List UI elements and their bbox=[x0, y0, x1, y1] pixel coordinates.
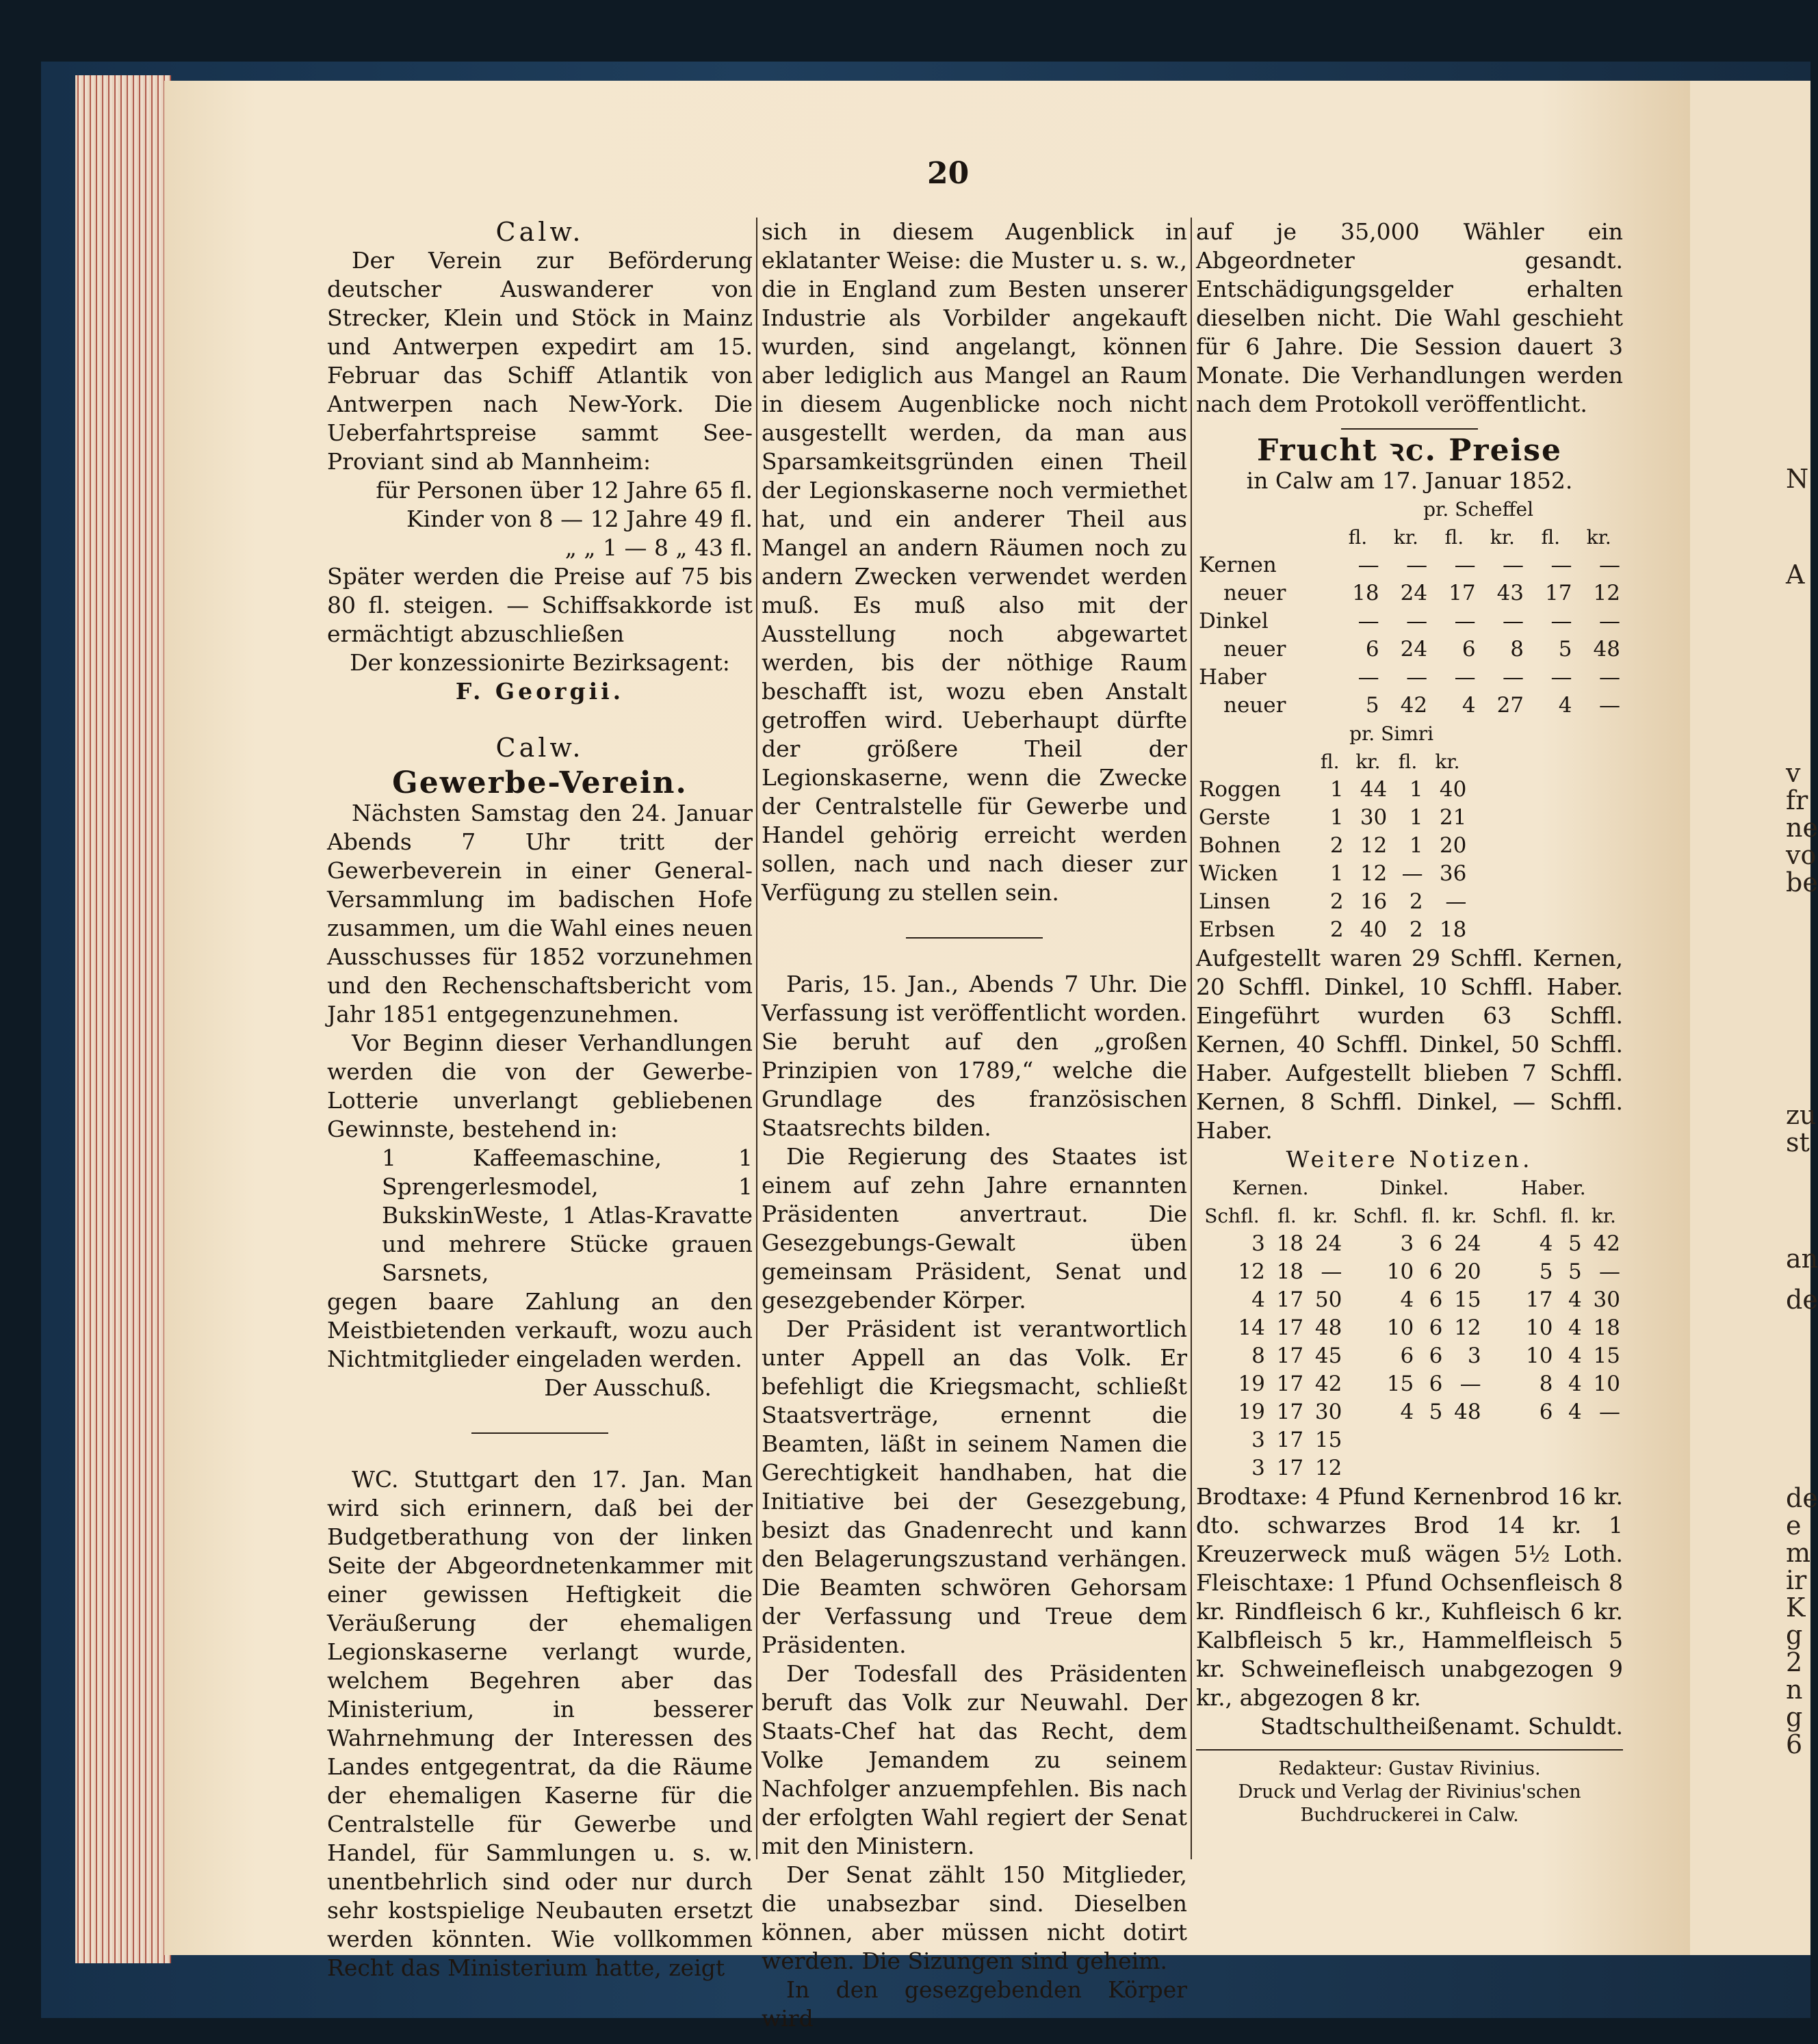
table-cell bbox=[1416, 1426, 1445, 1454]
table-cell: 2 bbox=[1409, 889, 1423, 914]
table-cell: 6 bbox=[1429, 1287, 1443, 1312]
simri-rows bbox=[1196, 776, 1469, 944]
column-divider bbox=[756, 218, 757, 1859]
price-list-title: Frucht ꝛc. Preise bbox=[1256, 433, 1563, 468]
simri-price-table bbox=[1196, 720, 1469, 944]
table-cell: 5 bbox=[1568, 1231, 1582, 1256]
page-number: 20 bbox=[927, 156, 970, 191]
unit-label: pr. Scheffel bbox=[1423, 498, 1534, 521]
next-page-text: g bbox=[1786, 1702, 1803, 1732]
column-header: kr. bbox=[1490, 526, 1515, 549]
next-page-text: 2 bbox=[1786, 1647, 1803, 1677]
table-cell: 17 bbox=[1276, 1400, 1304, 1424]
table-cell: 8 bbox=[1251, 1344, 1265, 1368]
table-cell: 40 bbox=[1439, 777, 1467, 802]
article-body: WC. Stuttgart den 17. Jan. Man wird sich erinnern, daß bei der Budgetberathung von der linken Seite der Abgeordnetenkammer mit einer gewissen Heftigkeit die Veräußerung der ehemaligen Legionskaserne verlangt wurde, welchem Begehren aber das Ministerium, in besserer Wahrnehmung der Interessen des Landes entgegentrat, da die Räume der ehemaligen Kaserne für die Centralstelle für Gewerbe und Handel, für Sammlungen u. s. w. unentbehrlich sind oder nur durch sehr kostspielige Neubauten ersetzt werden könnten. Wie vollkommen Recht das Ministerium hatte, zeigt bbox=[327, 1466, 753, 1981]
price-list-subtitle: in Calw am 17. Januar 1852. bbox=[1246, 467, 1573, 494]
table-row bbox=[1196, 860, 1469, 888]
table-row bbox=[1196, 916, 1469, 944]
table-cell: 43 bbox=[1496, 581, 1524, 605]
table-cell: — bbox=[1358, 553, 1379, 577]
row-label: neuer bbox=[1223, 581, 1286, 605]
article-body: auf je 35,000 Wähler ein Abgeordneter gesandt. Entschädigungsgelder erhalten dieselben nicht. Die Wahl geschieht für 6 Jahre. Die Session dauert 3 Monate. Die Verhandlungen werden nach dem Protokoll veröffentlicht. bbox=[1196, 218, 1623, 417]
table-cell: 6 bbox=[1429, 1372, 1443, 1396]
table-cell: 3 bbox=[1251, 1428, 1265, 1452]
next-page-text: N bbox=[1786, 464, 1809, 494]
next-page-text: v bbox=[1786, 758, 1801, 788]
table-cell: 1 bbox=[1409, 777, 1423, 802]
table-row bbox=[1196, 1342, 1623, 1370]
table-cell: 42 bbox=[1314, 1372, 1342, 1396]
table-cell bbox=[1556, 1426, 1585, 1454]
table-cell: — bbox=[1599, 609, 1620, 633]
table-cell: 2 bbox=[1329, 833, 1344, 858]
column-header: Schfl. bbox=[1492, 1205, 1548, 1227]
table-cell: — bbox=[1358, 665, 1379, 690]
table-cell: — bbox=[1599, 665, 1620, 690]
table-cell: 5 bbox=[1365, 693, 1379, 718]
imprint-rule bbox=[1196, 1749, 1623, 1751]
table-cell bbox=[1445, 1426, 1483, 1454]
column-header: Schfl. bbox=[1204, 1205, 1260, 1227]
table-cell: 14 bbox=[1238, 1315, 1265, 1340]
table-cell: 2 bbox=[1329, 889, 1344, 914]
table-row bbox=[1196, 1426, 1623, 1454]
table-cell: 24 bbox=[1400, 581, 1428, 605]
unit-label: pr. Simri bbox=[1349, 722, 1434, 745]
table-cell: 12 bbox=[1593, 581, 1620, 605]
page-edges bbox=[75, 75, 171, 1963]
article-body: Vor Beginn dieser Verhandlungen werden die von der Gewerbe-Lotterie unverlangt gebliebenen Gewinnste, bestehend in: bbox=[327, 1030, 753, 1142]
next-page-text: A bbox=[1786, 560, 1805, 590]
scheffel-rows bbox=[1196, 551, 1623, 720]
table-row bbox=[1196, 664, 1623, 692]
table-cell: 42 bbox=[1400, 693, 1428, 718]
table-cell: 1 bbox=[1329, 805, 1344, 830]
table-cell: 5 bbox=[1558, 637, 1572, 661]
table-cell: 5 bbox=[1568, 1259, 1582, 1284]
table-cell: 2 bbox=[1409, 917, 1423, 942]
table-cell: 6 bbox=[1429, 1344, 1443, 1368]
table-cell: — bbox=[1599, 1400, 1620, 1424]
next-page-fragment bbox=[1690, 81, 1818, 1955]
table-cell: 19 bbox=[1238, 1372, 1265, 1396]
table-cell: 48 bbox=[1454, 1400, 1481, 1424]
table-cell: 15 bbox=[1593, 1344, 1620, 1368]
article-body: sich in diesem Augenblick in eklatanter Weise: die Muster u. s. w., die in England zum Besten unserer Industrie als Vorbilder angekauft wurden, sind angelangt, können aber lediglich aus Mangel an Raum in diesem Augenblicke noch nicht ausgestellt werden, da man aus Sparsamkeitsgründen einen Theil der Legionskaserne noch vermiethet hat, und ein anderer Theil aus Mangel an andern Räumen noch zu andern Zwecken verwendet werden muß. Es muß also mit der Ausstellung noch abgewartet werden, bis der nöthige Raum beschafft ist, wozu eben Anstalt getroffen wird. Ueberhaupt dürfte der größere Theil der Legionskaserne, wenn die Zwecke der Centralstelle für Gewerbe und Handel gehörig erreicht werden sollen, nach und nach dieser zur Verfügung zu stellen sein. bbox=[762, 218, 1187, 906]
table-cell: 1 bbox=[1329, 861, 1344, 886]
next-page-text: K bbox=[1786, 1593, 1806, 1623]
table-cell: — bbox=[1401, 861, 1423, 886]
table-cell: — bbox=[1503, 609, 1524, 633]
table-cell bbox=[1484, 1426, 1556, 1454]
section-rule bbox=[471, 1432, 608, 1434]
column-header: kr. bbox=[1355, 750, 1381, 773]
table-cell bbox=[1585, 1426, 1623, 1454]
notes-title: Weitere Notizen. bbox=[1286, 1146, 1533, 1172]
table-cell: 27 bbox=[1496, 693, 1524, 718]
row-label: Erbsen bbox=[1199, 917, 1275, 942]
table-cell: 4 bbox=[1400, 1400, 1414, 1424]
column-header: fl. bbox=[1541, 526, 1561, 549]
table-row bbox=[1196, 1286, 1623, 1314]
imprint-publisher: Druck und Verlag der Rivinius'schen Buchdruckerei in Calw. bbox=[1238, 1781, 1581, 1826]
table-cell: 12 bbox=[1238, 1259, 1265, 1284]
article-body: Der Todesfall des Präsidenten beruft das Volk zur Neuwahl. Der Staats-Chef hat das Recht, dem Volke Jemandem zu seinem Nachfolger anzuempfehlen. Bis nach der erfolgten Wahl regiert der Senat mit den Ministern. bbox=[762, 1660, 1187, 1859]
article-signature: Der Ausschuß. bbox=[544, 1374, 712, 1401]
table-cell: 24 bbox=[1314, 1231, 1342, 1256]
table-cell: 4 bbox=[1558, 693, 1572, 718]
table-row bbox=[1196, 1370, 1623, 1398]
table-cell: 10 bbox=[1386, 1315, 1414, 1340]
table-row bbox=[1196, 1398, 1623, 1426]
table-cell: 6 bbox=[1429, 1315, 1443, 1340]
column-header: kr. bbox=[1393, 526, 1418, 549]
table-cell: 20 bbox=[1454, 1259, 1481, 1284]
table-cell: 3 bbox=[1251, 1231, 1265, 1256]
table-cell: 10 bbox=[1526, 1344, 1553, 1368]
table-cell: 24 bbox=[1400, 637, 1428, 661]
next-page-text: an bbox=[1786, 1244, 1818, 1274]
table-cell: 4 bbox=[1400, 1287, 1414, 1312]
table-cell: 30 bbox=[1360, 805, 1388, 830]
table-cell: 4 bbox=[1568, 1315, 1582, 1340]
table-cell: 6 bbox=[1429, 1231, 1443, 1256]
table-cell: 4 bbox=[1568, 1400, 1582, 1424]
table-cell: 12 bbox=[1314, 1456, 1342, 1480]
table-row bbox=[1196, 804, 1469, 832]
table-cell: — bbox=[1599, 1259, 1620, 1284]
table-cell: 17 bbox=[1526, 1287, 1553, 1312]
table-cell: — bbox=[1406, 609, 1428, 633]
table-cell: 4 bbox=[1539, 1231, 1553, 1256]
table-cell: — bbox=[1599, 693, 1620, 718]
next-page-text: e bbox=[1786, 1510, 1802, 1541]
next-page-text: fr bbox=[1786, 785, 1808, 815]
table-cell: 15 bbox=[1454, 1287, 1481, 1312]
next-page-text: ir bbox=[1786, 1565, 1807, 1595]
table-cell: 20 bbox=[1439, 833, 1467, 858]
article-body: Der Präsident ist verantwortlich unter Appell an das Volk. Er befehligt die Kriegsmacht, schließt Staatsverträge, ernennt die Beamten, läßt in seinem Namen die Gerechtigkeit handhaben, hat die Initiative bei der Gesezgebung, besizt das Gnadenrecht und kann den Belagerungszustand verhängen. Die Beamten schwören Gehorsam der Verfassung und Treue dem Präsidenten. bbox=[762, 1315, 1187, 1658]
article-heading: Gewerbe-Verein. bbox=[392, 765, 688, 800]
table-cell bbox=[1345, 1426, 1416, 1454]
column-header: kr. bbox=[1435, 750, 1460, 773]
table-cell: 5 bbox=[1429, 1400, 1443, 1424]
table-cell: 18 bbox=[1439, 917, 1467, 942]
table-cell: 18 bbox=[1276, 1259, 1304, 1284]
article-item-list: 1 Kaffeemaschine, 1 Sprengerlesmodel, 1 BukskinWeste, 1 Atlas-Kravatte und mehrere Stücke grauen Sarsnets, bbox=[382, 1144, 753, 1286]
table-cell: 18 bbox=[1276, 1231, 1304, 1256]
article-body: Paris, 15. Jan., Abends 7 Uhr. Die Verfassung ist veröffentlicht worden. Sie beruht auf den „großen Prinzipien von 1789,“ welche die Grundlage des französischen Staatsrechts bilden. bbox=[762, 971, 1187, 1141]
next-page-text: n bbox=[1786, 1675, 1803, 1705]
table-row bbox=[1196, 832, 1469, 860]
column-header: fl. bbox=[1348, 526, 1368, 549]
table-cell: 12 bbox=[1360, 833, 1388, 858]
column-header: fl. bbox=[1320, 750, 1340, 773]
section-rule bbox=[1341, 428, 1478, 430]
scheffel-price-table bbox=[1196, 495, 1623, 720]
table-cell: 6 bbox=[1400, 1344, 1414, 1368]
table-cell: 10 bbox=[1526, 1315, 1553, 1340]
table-cell: 10 bbox=[1386, 1259, 1414, 1284]
table-cell: 6 bbox=[1365, 637, 1379, 661]
row-label: Wicken bbox=[1199, 861, 1278, 886]
next-page-text: st bbox=[1786, 1127, 1810, 1157]
row-label: neuer bbox=[1223, 693, 1286, 718]
column-header: fl. bbox=[1444, 526, 1464, 549]
table-row bbox=[1196, 692, 1623, 720]
table-cell: 3 bbox=[1251, 1456, 1265, 1480]
table-cell: 19 bbox=[1238, 1400, 1265, 1424]
table-cell: 18 bbox=[1352, 581, 1379, 605]
price-line: „ „ 1 — 8 „ 43 fl. bbox=[564, 534, 753, 561]
table-row bbox=[1196, 607, 1623, 636]
notes-table bbox=[1196, 1174, 1623, 1482]
group-header: Kernen. bbox=[1232, 1177, 1309, 1199]
article-signature: Stadtschultheißenamt. Schuldt. bbox=[1260, 1713, 1623, 1740]
table-cell: 50 bbox=[1314, 1287, 1342, 1312]
table-row bbox=[1196, 776, 1469, 804]
imprint-editor: Redakteur: Gustav Rivinius. bbox=[1278, 1758, 1541, 1779]
section-rule bbox=[906, 937, 1043, 939]
table-cell: 48 bbox=[1593, 637, 1620, 661]
table-cell: — bbox=[1445, 889, 1467, 914]
table-cell: 12 bbox=[1360, 861, 1388, 886]
table-cell: 30 bbox=[1314, 1400, 1342, 1424]
notes-rows bbox=[1196, 1230, 1623, 1482]
table-cell: 40 bbox=[1360, 917, 1388, 942]
table-cell: — bbox=[1503, 553, 1524, 577]
table-cell: 2 bbox=[1329, 917, 1344, 942]
price-line: Kinder von 8 — 12 Jahre 49 fl. bbox=[406, 506, 753, 532]
table-cell: 1 bbox=[1409, 805, 1423, 830]
next-page-text: de bbox=[1786, 1285, 1818, 1315]
article-body: Brodtaxe: 4 Pfund Kernenbrod 16 kr. dto. schwarzes Brod 14 kr. 1 Kreuzerweck muß wägen 5½ Loth. Fleischtaxe: 1 Pfund Ochsenfleisch 8 kr. Rindfleisch 6 kr., Kuhfleisch 6 kr. Kalbfleisch 5 kr., Hammelfleisch 5 kr. Schweinefleisch unabgezogen 9 kr., abgezogen 8 kr. bbox=[1196, 1483, 1623, 1711]
article-body: In den gesezgebenden Körper wird bbox=[762, 1976, 1187, 2032]
table-cell: 18 bbox=[1593, 1315, 1620, 1340]
table-cell: 8 bbox=[1510, 637, 1524, 661]
next-page-text: vo bbox=[1786, 840, 1817, 870]
article-body: Nächsten Samstag den 24. Januar Abends 7 Uhr tritt der Gewerbeverein in einer General-Versammlung im badischen Hofe zusammen, um die Wahl eines neuen Ausschusses für 1852 vorzunehmen und den Rechenschaftsbericht vom Jahr 1851 entgegenzunehmen. bbox=[327, 800, 753, 1027]
table-cell: 4 bbox=[1568, 1287, 1582, 1312]
table-cell: 17 bbox=[1276, 1344, 1304, 1368]
group-header: Haber. bbox=[1520, 1177, 1586, 1199]
next-page-text: zu bbox=[1786, 1100, 1817, 1130]
column-header: kr. bbox=[1313, 1205, 1338, 1227]
table-cell: 36 bbox=[1439, 861, 1467, 886]
table-cell: 4 bbox=[1462, 693, 1476, 718]
row-label: neuer bbox=[1223, 637, 1286, 661]
article-signature: Der konzessionirte Bezirksagent: bbox=[350, 649, 730, 676]
next-page-text: ne bbox=[1786, 813, 1818, 843]
table-cell: 21 bbox=[1439, 805, 1467, 830]
table-row bbox=[1196, 1230, 1623, 1258]
row-label: Gerste bbox=[1199, 805, 1271, 830]
row-label: Linsen bbox=[1199, 889, 1271, 914]
table-cell: 8 bbox=[1539, 1372, 1553, 1396]
group-header: Dinkel. bbox=[1379, 1177, 1449, 1199]
next-page-text: g bbox=[1786, 1620, 1803, 1650]
table-cell: — bbox=[1454, 609, 1476, 633]
table-cell: — bbox=[1321, 1259, 1342, 1284]
column-header: fl. bbox=[1398, 750, 1418, 773]
table-cell bbox=[1445, 1454, 1483, 1482]
article-signature: F. Georgii. bbox=[455, 678, 625, 705]
article-dateline: Calw. bbox=[495, 217, 584, 247]
table-cell: 48 bbox=[1314, 1315, 1342, 1340]
table-cell: 17 bbox=[1276, 1315, 1304, 1340]
next-page-text: m bbox=[1786, 1538, 1811, 1568]
next-page-text: 6 bbox=[1786, 1729, 1803, 1759]
column-3 bbox=[1196, 218, 1623, 1827]
article-dateline: Calw. bbox=[495, 733, 584, 763]
price-line: für Personen über 12 Jahre 65 fl. bbox=[376, 477, 753, 503]
table-cell: 45 bbox=[1314, 1344, 1342, 1368]
column-header: fl. bbox=[1560, 1205, 1580, 1227]
table-cell: — bbox=[1550, 665, 1572, 690]
article-body: Später werden die Preise auf 75 bis 80 fl. steigen. — Schiffsakkorde ist ermächtigt abzuschließen bbox=[327, 563, 753, 647]
table-row bbox=[1196, 551, 1623, 579]
article-body: Der Senat zählt 150 Mitglieder, die unabsezbar sind. Dieselben können, aber müssen nicht dotirt werden. Die Sizungen sind geheim. bbox=[762, 1861, 1187, 1974]
table-cell: 1 bbox=[1329, 777, 1344, 802]
table-cell: 17 bbox=[1276, 1287, 1304, 1312]
table-cell: 17 bbox=[1545, 581, 1572, 605]
table-cell: 3 bbox=[1467, 1344, 1481, 1368]
column-header: Schfl. bbox=[1353, 1205, 1409, 1227]
table-cell: 12 bbox=[1454, 1315, 1481, 1340]
article-body: Aufgestellt waren 29 Schffl. Kernen, 20 Schffl. Dinkel, 10 Schffl. Haber. Eingeführt wurden 63 Schffl. Kernen, 40 Schffl. Dinkel, 50 Schffl. Haber. Aufgestellt blieben 7 Schffl. Kernen, 8 Schffl. Dinkel, — Schffl. Haber. bbox=[1196, 945, 1623, 1144]
table-cell: 4 bbox=[1251, 1287, 1265, 1312]
column-2 bbox=[762, 218, 1187, 2033]
table-cell: 5 bbox=[1539, 1259, 1553, 1284]
table-cell bbox=[1345, 1454, 1416, 1482]
table-cell: 6 bbox=[1429, 1259, 1443, 1284]
table-row bbox=[1196, 1314, 1623, 1342]
table-cell: 44 bbox=[1360, 777, 1388, 802]
table-cell: — bbox=[1454, 553, 1476, 577]
row-label: Roggen bbox=[1199, 777, 1282, 802]
table-cell: 15 bbox=[1314, 1428, 1342, 1452]
column-divider bbox=[1191, 218, 1192, 1859]
table-row bbox=[1196, 579, 1623, 607]
table-cell: — bbox=[1550, 553, 1572, 577]
column-header: kr. bbox=[1452, 1205, 1477, 1227]
table-cell: 42 bbox=[1593, 1231, 1620, 1256]
table-cell: 24 bbox=[1454, 1231, 1481, 1256]
table-cell: 1 bbox=[1409, 833, 1423, 858]
column-header: fl. bbox=[1421, 1205, 1441, 1227]
column-1 bbox=[327, 218, 753, 1982]
table-cell: 17 bbox=[1276, 1428, 1304, 1452]
table-cell: 4 bbox=[1568, 1372, 1582, 1396]
table-cell: 4 bbox=[1568, 1344, 1582, 1368]
column-header: kr. bbox=[1586, 526, 1611, 549]
row-label: Kernen bbox=[1199, 553, 1277, 577]
column-header: kr. bbox=[1591, 1205, 1616, 1227]
table-cell bbox=[1484, 1454, 1556, 1482]
table-cell: — bbox=[1599, 553, 1620, 577]
table-row bbox=[1196, 1258, 1623, 1286]
table-row bbox=[1196, 636, 1623, 664]
table-cell: — bbox=[1503, 665, 1524, 690]
table-row bbox=[1196, 1454, 1623, 1482]
table-cell: 3 bbox=[1400, 1231, 1414, 1256]
next-page-text: be bbox=[1786, 867, 1818, 897]
row-label: Bohnen bbox=[1199, 833, 1281, 858]
table-cell: — bbox=[1459, 1372, 1481, 1396]
table-row bbox=[1196, 888, 1469, 916]
table-cell: 17 bbox=[1276, 1456, 1304, 1480]
article-body: Der Verein zur Beförderung deutscher Auswanderer von Strecker, Klein und Stöck in Mainz und Antwerpen expedirt am 15. Februar das Schiff Atlantik von Antwerpen nach New-York. Die Ueberfahrtspreise sammt See-Proviant sind ab Mannheim: bbox=[327, 247, 753, 475]
row-label: Dinkel bbox=[1199, 609, 1269, 633]
table-cell bbox=[1556, 1454, 1585, 1482]
table-cell: 15 bbox=[1386, 1372, 1414, 1396]
table-cell bbox=[1585, 1454, 1623, 1482]
next-page-text: de bbox=[1786, 1483, 1818, 1513]
article-body: Die Regierung des Staates ist einem auf zehn Jahre ernannten Präsidenten anvertraut. Die Gesezgebungs-Gewalt üben gemeinsam Präsident, Senat und gesezgebender Körper. bbox=[762, 1143, 1187, 1313]
table-cell: 10 bbox=[1593, 1372, 1620, 1396]
table-cell: 17 bbox=[1449, 581, 1476, 605]
table-cell: — bbox=[1406, 553, 1428, 577]
table-cell: 6 bbox=[1462, 637, 1476, 661]
table-cell: — bbox=[1454, 665, 1476, 690]
table-cell: 16 bbox=[1360, 889, 1388, 914]
table-cell: — bbox=[1358, 609, 1379, 633]
table-cell: 30 bbox=[1593, 1287, 1620, 1312]
table-cell: — bbox=[1406, 665, 1428, 690]
row-label: Haber bbox=[1199, 665, 1267, 690]
table-cell: 6 bbox=[1539, 1400, 1553, 1424]
table-cell: — bbox=[1550, 609, 1572, 633]
article-body: gegen baare Zahlung an den Meistbietenden verkauft, wozu auch Nichtmitglieder eingeladen werden. bbox=[327, 1288, 753, 1372]
table-cell: 17 bbox=[1276, 1372, 1304, 1396]
table-cell bbox=[1416, 1454, 1445, 1482]
column-header: fl. bbox=[1277, 1205, 1297, 1227]
